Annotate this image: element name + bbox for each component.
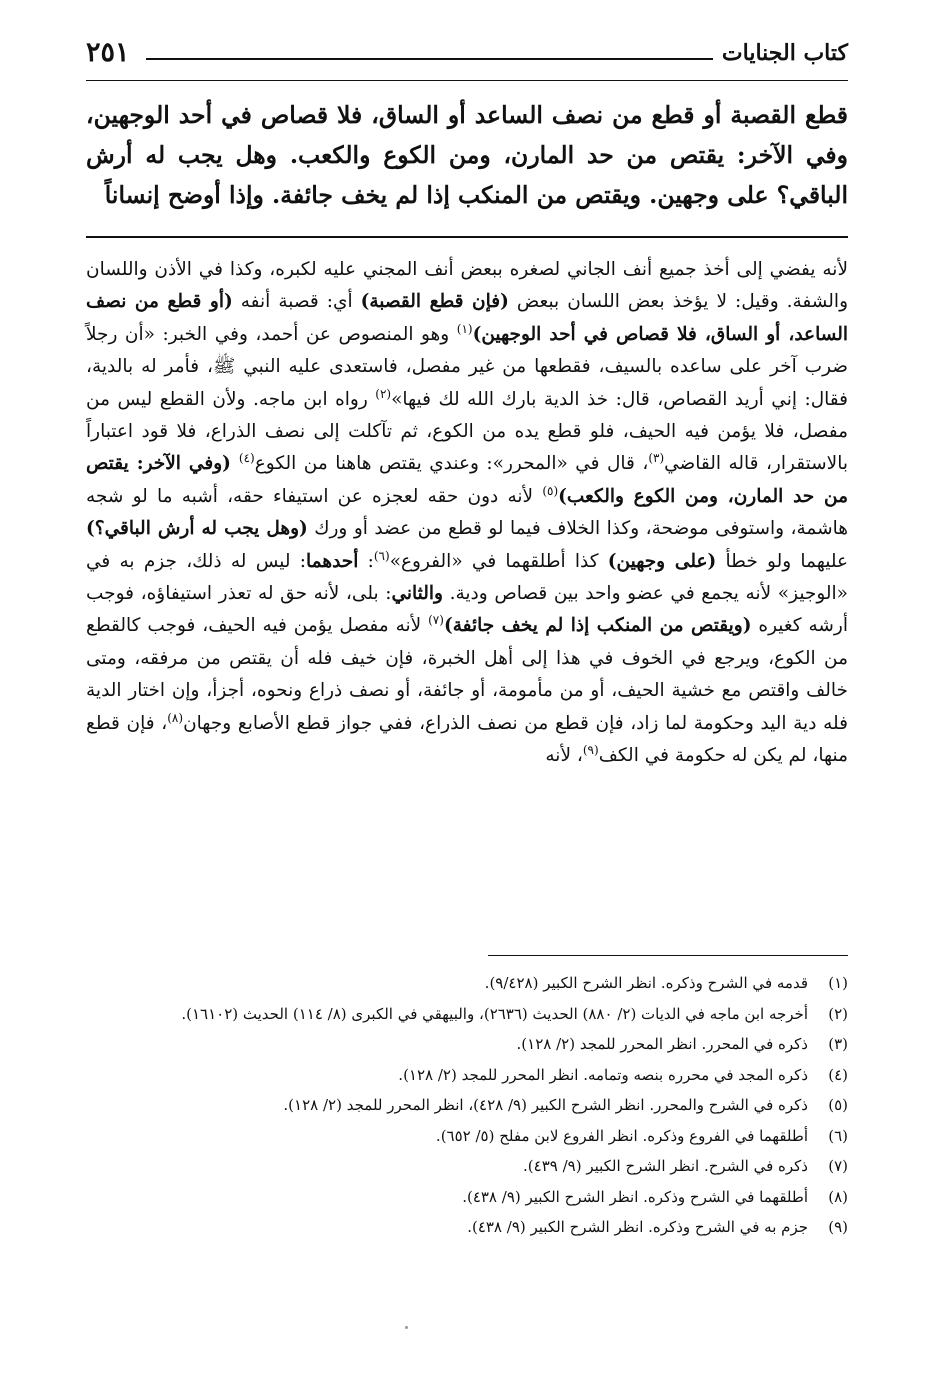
quoted-matn: (وفي الآخر: يقتص من حد المارن، ومن الكوع والكعب) xyxy=(86,453,848,507)
footnote-ref[interactable]: (٦) xyxy=(373,548,390,563)
footnote-text: ذكره في الشرح. انظر الشرح الكبير (٩/ ٤٣٩). xyxy=(523,1157,808,1175)
footnote-ref[interactable]: (٣) xyxy=(648,451,665,466)
main-text xyxy=(86,95,848,215)
scan-speck xyxy=(405,1326,408,1329)
commentary-text: لأنه يفضي إلى أخذ جميع أنف الجاني لصغره ببعض أنف المجني عليه لكبره، وكذا في الأذن واللسان والشفة. وقيل: لا يؤخذ بعض اللسان ببعض xyxy=(86,259,849,313)
footnote-text: قدمه في الشرح وذكره. انظر الشرح الكبير (٩/٤٢٨). xyxy=(484,974,808,992)
footnote-ref[interactable]: (٧) xyxy=(428,613,444,628)
commentary-text: وهو المنصوص عن أحمد، وفي الخبر: «أن رجلاً ضرب آخر على ساعده بالسيف، فقطعها من غير مفصل، فاستعدى عليه النبي ﷺ، فأمر له بالدية، فقال: إني أريد القصاص، قال: خذ الدية بارك الله لك فيها» xyxy=(86,323,848,410)
footnote-number: (٢) xyxy=(828,1004,848,1023)
footnote-number: (٩) xyxy=(828,1218,848,1236)
commentary-text: ، لأنه xyxy=(545,745,583,767)
opinion-label: والثاني xyxy=(391,583,443,605)
footnote-number: (٨) xyxy=(828,1187,848,1206)
footnote-text: أطلقهما في الفروع وذكره. انظر الفروع لابن مفلح (٥/ ٦٥٢). xyxy=(435,1126,808,1145)
commentary-text: : بلى، لأنه حق له تعذر استيفاؤه، فوجب أرشه كغيره xyxy=(86,583,848,637)
quoted-matn: (على وجهين) xyxy=(607,550,717,572)
footnote xyxy=(86,999,848,1030)
commentary-text: لأنه دون حقه لعجزه عن استيفاء حقه، أشبه ما لو شجه هاشمة، واستوفى موضحة، وكذا الخلاف فيما لو قطع من عضد أو ورك xyxy=(86,485,848,540)
footnote-ref[interactable]: (٨) xyxy=(167,710,184,725)
footnote-ref[interactable]: (٩) xyxy=(582,742,599,757)
commentary-text: ، فإن قطع منها، لم يكن له حكومة في الكف xyxy=(86,712,848,767)
footnote-number: (٤) xyxy=(828,1065,848,1084)
page-number: ٢٥١ xyxy=(86,37,130,68)
header-underline xyxy=(86,80,848,81)
commentary-paragraph xyxy=(86,254,848,773)
footnote-ref[interactable]: (٢) xyxy=(375,386,392,401)
quoted-matn: (فإن قطع القصبة) xyxy=(360,291,509,313)
footnote xyxy=(86,1151,848,1182)
footnote-number: (٣) xyxy=(828,1035,848,1053)
footnote xyxy=(86,1090,848,1121)
footnote-ref[interactable]: (٥) xyxy=(542,483,559,498)
footnote-number: (٦) xyxy=(828,1126,848,1145)
footnote-text: ذكره المجد في محرره بنصه وتمامه. انظر المحرر للمجد (٢/ ١٢٨). xyxy=(398,1065,808,1084)
footnote xyxy=(86,1212,848,1243)
footnote-text: جزم به في الشرح وذكره. انظر الشرح الكبير (٩/ ٤٣٨). xyxy=(467,1218,808,1236)
footnote xyxy=(86,968,848,999)
commentary-text: ، قال في «المحرر»: وعندي يقتص هاهنا من الكوع xyxy=(254,453,649,475)
commentary-text: عليهما ولو خطأ xyxy=(716,550,848,572)
chapter-title: كتاب الجنايات xyxy=(721,40,848,66)
commentary-text: أي: قصبة أنفه xyxy=(232,291,361,313)
footnote-text: أخرجه ابن ماجه في الديات (٢/ ٨٨٠) الحديث (٢٦٣٦)، والبيهقي في الكبرى (٨/ ١١٤) الحديث (١٦١٠٢). xyxy=(181,1004,808,1023)
footnote-text: أطلقهما في الشرح وذكره. انظر الشرح الكبير (٩/ ٤٣٨). xyxy=(462,1187,808,1206)
footnote-text: ذكره في المحرر. انظر المحرر للمجد (٢/ ١٢٨). xyxy=(516,1035,808,1053)
commentary-text: لأنه مفصل يؤمن فيه الحيف، فوجب كالقطع من الكوع، ويرجع في الخوف في هذا إلى أهل الخبرة، فإن خيف فله أن يقتص من مرفقه، ومتى خالف واقتص مع خشية الحيف، أو من مأمومة، أو جائفة، أو نصف ذراع ونحوه، أجزأ، وإن اختار الدية فله دية اليد وحكومة لما زاد، فإن قطع من نصف الذراع، ففي جواز قطع الأصابع وجهان xyxy=(86,615,848,734)
footnotes xyxy=(86,968,848,1243)
footnote xyxy=(86,1060,848,1091)
commentary-text: كذا أطلقهما في «الفروع» xyxy=(389,550,608,572)
main-text-separator xyxy=(86,236,848,238)
quoted-matn: (أو قطع من نصف الساعد، أو الساق، فلا قصاص في أحد الوجهين) xyxy=(86,291,848,345)
commentary-text: : xyxy=(358,550,374,572)
footnote-text: ذكره في الشرح والمحرر. انظر الشرح الكبير (٩/ ٤٢٨)، انظر المحرر للمجد (٢/ ١٢٨). xyxy=(283,1096,808,1114)
header-rule xyxy=(146,58,713,60)
footnote xyxy=(86,1121,848,1152)
main-text-paragraph: قطع القصبة أو قطع من نصف الساعد أو الساق، فلا قصاص في أحد الوجهين، وفي الآخر: يقتص من حد المارن، ومن الكوع والكعب. وهل يجب له أرش الباقي؟ على وجهين. ويقتص من المنكب إذا لم يخف جائفة. وإذا أوضح إنساناً xyxy=(86,101,848,209)
quoted-matn: (ويقتص من المنكب إذا لم يخف جائفة) xyxy=(443,615,752,637)
commentary-text: رواه ابن ماجه. ولأن القطع ليس من مفصل، فلا يؤمن فيه الحيف، فلو قطع يده من الكوع، ثم تآكلت إلى نصف الذراع، فلا قود اعتباراً بالاستقرار، قاله القاضي xyxy=(86,388,848,475)
footnote-ref[interactable]: (١) xyxy=(456,321,473,336)
commentary xyxy=(86,254,848,773)
opinion-label: أحدهما xyxy=(305,550,359,572)
page-header xyxy=(86,36,848,80)
footnote-ref[interactable]: (٤) xyxy=(238,451,255,466)
footnote-number: (٧) xyxy=(828,1157,848,1175)
footnote-number: (٥) xyxy=(828,1096,848,1114)
footnote xyxy=(86,1029,848,1060)
footnote xyxy=(86,1182,848,1213)
commentary-text: : ليس له ذلك، جزم به في «الوجيز» لأنه يجمع في عضو واحد بين قصاص ودية. xyxy=(86,550,848,605)
footnote-number: (١) xyxy=(828,974,848,992)
footnote-separator xyxy=(488,955,848,956)
quoted-matn: (وهل يجب له أرش الباقي؟) xyxy=(86,518,308,540)
